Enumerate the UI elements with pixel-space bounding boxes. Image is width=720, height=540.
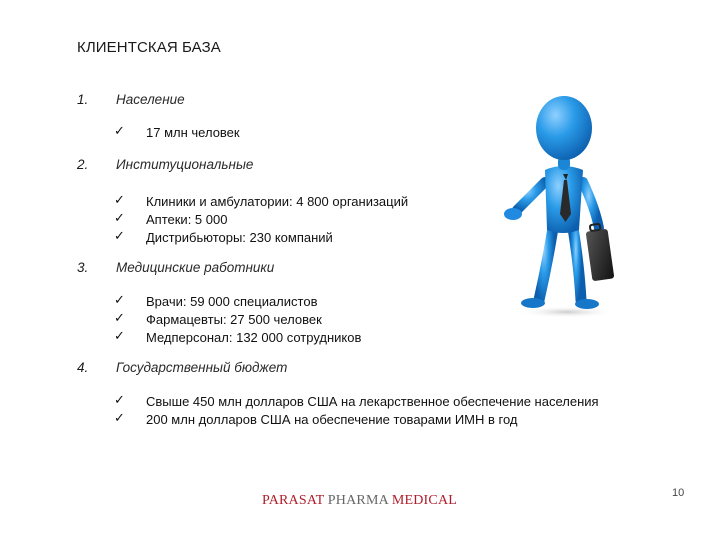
item-text: Клиники и амбулатории: 4 800 организаций xyxy=(146,194,409,209)
section-number: 4. xyxy=(77,360,89,375)
item-text: 17 млн человек xyxy=(146,125,240,140)
brand-part-pharma: PHARMA xyxy=(324,493,392,508)
item-text: Врачи: 59 000 специалистов xyxy=(146,294,318,309)
brand-part-medical: MEDICAL xyxy=(391,493,458,508)
checkmark-icon: ✓ xyxy=(114,411,125,426)
item-text: Медперсонал: 132 000 сотрудников xyxy=(146,330,362,345)
checkmark-icon: ✓ xyxy=(114,124,125,139)
item-text: 200 млн долларов США на обеспечение товарами ИМН в год xyxy=(146,412,518,427)
section-heading: Институциональные xyxy=(116,157,254,172)
section-heading: Медицинские работники xyxy=(116,260,275,275)
section-number: 1. xyxy=(77,92,89,107)
checkmark-icon: ✓ xyxy=(114,211,125,226)
section-number: 3. xyxy=(77,260,89,275)
businessman-figure-illustration xyxy=(495,90,635,330)
item-text: Свыше 450 млн долларов США на лекарственное обеспечение населения xyxy=(146,394,599,409)
footer-brand-logo xyxy=(262,493,457,509)
checkmark-icon: ✓ xyxy=(114,329,125,344)
checkmark-icon: ✓ xyxy=(114,393,125,408)
brand-part-parasat: PARASAT xyxy=(262,493,325,508)
checkmark-icon: ✓ xyxy=(114,229,125,244)
section-heading: Государственный бюджет xyxy=(116,360,288,375)
section-number: 2. xyxy=(77,157,89,172)
item-text: Аптеки: 5 000 xyxy=(146,212,228,227)
item-text: Дистрибьюторы: 230 компаний xyxy=(146,230,333,245)
slide-title: КЛИЕНТСКАЯ БАЗА xyxy=(77,39,221,56)
checkmark-icon: ✓ xyxy=(114,311,125,326)
item-text: Фармацевты: 27 500 человек xyxy=(146,312,322,327)
section-heading: Население xyxy=(116,92,185,107)
page-number: 10 xyxy=(672,487,685,499)
checkmark-icon: ✓ xyxy=(114,293,125,308)
checkmark-icon: ✓ xyxy=(114,193,125,208)
